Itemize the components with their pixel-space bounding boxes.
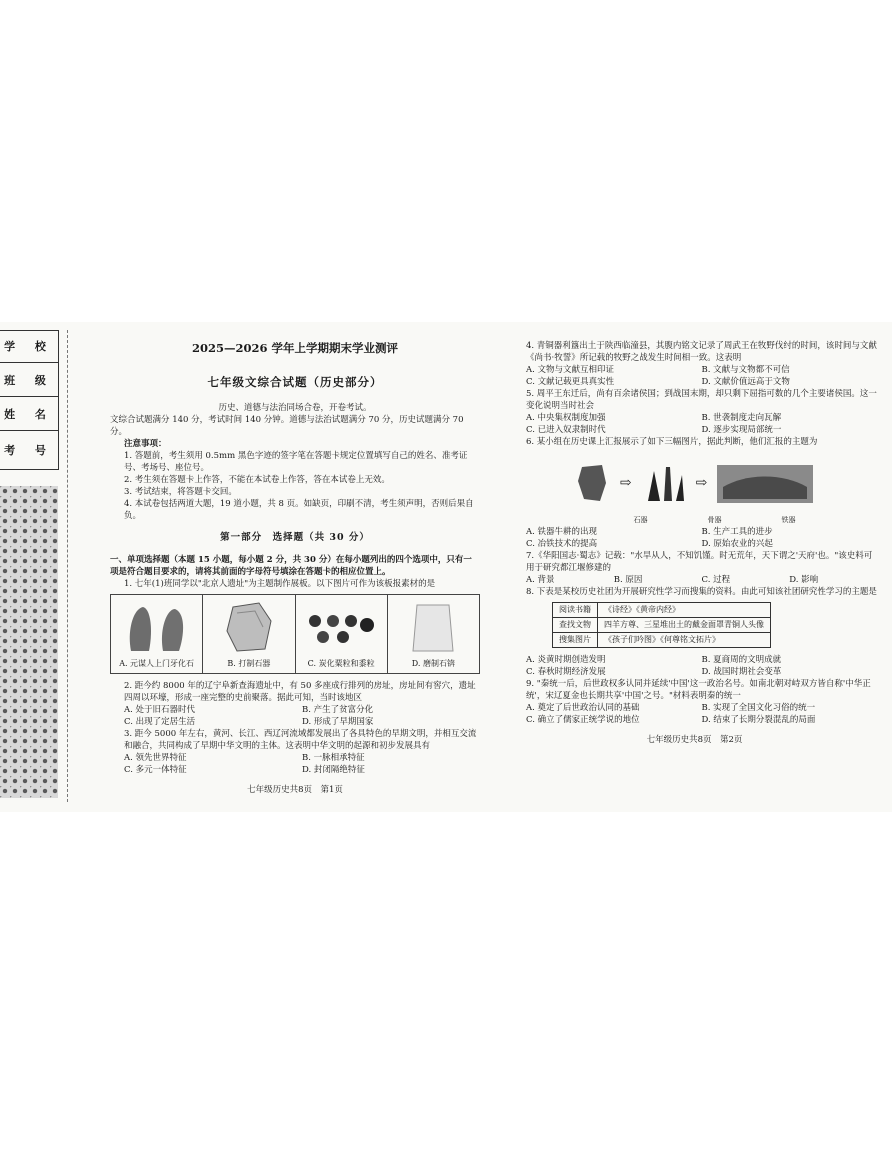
option-d-caption: D. 磨制石锛 xyxy=(411,659,455,668)
option: D. 战国时期社会变革 xyxy=(701,667,782,677)
arrow-icon: ⇨ xyxy=(695,475,708,491)
iron-tool-image xyxy=(717,461,813,505)
bone-tool-image xyxy=(642,461,686,505)
option-a-caption: A. 元谋人上门牙化石 xyxy=(119,659,195,668)
intro-score: 文综合试题满分 140 分，考试时间 140 分钟。道德与法治试题满分 70 分，历史试题满分 70 分。 xyxy=(110,415,464,437)
question-4: 4. 青铜器利簋出土于陕西临潼县，其腹内铭文记录了周武王在牧野伐纣的时间，该时间与文献《尚书·牧誓》所记载的牧野之战发生时间相一致。这表明 xyxy=(526,341,877,363)
seal-line xyxy=(67,330,68,802)
table-cell: 《诗经》《黄帝内经》 xyxy=(598,603,771,618)
right-page xyxy=(512,340,877,746)
option: C. 已进入奴隶制时代 xyxy=(526,425,606,435)
option: A. 炎黄时期创造发明 xyxy=(526,655,606,665)
arrow-icon: ⇨ xyxy=(619,475,632,491)
question-6-images xyxy=(512,452,877,514)
option: B. 夏商周的文明成就 xyxy=(701,655,782,665)
option: B. 产生了贫富分化 xyxy=(302,705,374,715)
notice-item: 2. 考生须在答题卡上作答，不能在本试卷上作答，答在本试卷上无效。 xyxy=(124,475,390,485)
table-cell: 阅读书籍 xyxy=(553,603,598,618)
option: C. 文献记载更具真实性 xyxy=(526,377,615,387)
option-c-caption: C. 炭化粟粒和黍粒 xyxy=(307,659,375,668)
option: A. 文物与文献互相印证 xyxy=(526,365,615,375)
carbonized-grain-image xyxy=(301,601,381,649)
option: A. 中央集权制度加强 xyxy=(526,413,606,423)
option: B. 实现了全国文化习俗的统一 xyxy=(701,703,816,713)
tooth-fossil-image xyxy=(117,601,197,653)
notice-heading: 注意事项： xyxy=(124,439,167,449)
option: C. 冶铁技术的提高 xyxy=(526,539,598,549)
option: A. 背景 xyxy=(526,575,555,585)
exam-subtitle: 七年级文综合试题（历史部分） xyxy=(207,375,383,389)
binding-pattern xyxy=(0,486,58,798)
table-row xyxy=(553,603,771,618)
exam-number-field: 考 号 xyxy=(4,444,54,457)
notice-item: 1. 答题前，考生须用 0.5mm 黑色字迹的签字笔在答题卡规定位置填写自己的姓名、准考证号、考场号、座位号。 xyxy=(124,451,468,473)
name-field: 姓 名 xyxy=(0,398,58,431)
image-option-a xyxy=(111,595,203,673)
option: B. 世袭制度走向瓦解 xyxy=(701,413,782,423)
option: D. 结束了长期分裂混乱的局面 xyxy=(701,715,816,725)
question-1: 1. 七年(1)班同学以"北京人遗址"为主题制作展板。以下图片可作为该板报素材的是 xyxy=(124,579,436,589)
question-3-options xyxy=(110,752,480,776)
option-b-caption: B. 打制石器 xyxy=(227,659,271,668)
question-9: 9. "秦统一后，后世政权多认同并延续'中国'这一政治名号。如南北朝对峙双方皆自称'中华正统'，宋辽夏金也长期共享'中国'之号。"材料表明秦的统一 xyxy=(526,679,871,701)
option: B. 生产工具的进步 xyxy=(701,527,773,537)
part-one-heading: 第一部分 选择题（共 30 分） xyxy=(220,532,370,543)
option: C. 春秋时期经济发展 xyxy=(526,667,606,677)
exam-title: 2025—2026 学年上学期期末学业测评 xyxy=(191,341,399,355)
question-8: 8. 下表是某校历史社团为开展研究性学习而搜集的资料。由此可知该社团研究性学习的主题是 xyxy=(526,587,877,597)
option: B. 文献与文物都不可信 xyxy=(701,365,790,375)
option: B. 一脉相承特征 xyxy=(302,753,365,763)
question-9-options xyxy=(512,702,877,726)
table-cell: 查找文物 xyxy=(553,618,598,633)
table-row xyxy=(553,633,771,648)
caption: 石器 xyxy=(633,516,648,524)
school-field: 学 校 xyxy=(0,330,58,363)
image-option-b xyxy=(203,595,295,673)
option: A. 领先世界特征 xyxy=(124,753,187,763)
question-2-options xyxy=(110,704,480,728)
option: C. 过程 xyxy=(701,575,731,585)
question-3: 3. 距今 5000 年左右，黄河、长江、西辽河流域都发展出了各具特色的早期文明，并相互交流和融合，共同构成了早期中华文明的主体。这表明中华文明的起源和初步发展具有 xyxy=(124,729,477,751)
image-option-c xyxy=(296,595,388,673)
option: D. 封闭隔绝特征 xyxy=(302,765,365,775)
question-4-options xyxy=(512,364,877,388)
page-footer-2: 七年级历史共8页 第2页 xyxy=(646,735,743,745)
question-8-options xyxy=(512,654,877,678)
question-1-images xyxy=(110,594,480,674)
question-6: 6. 某小组在历史课上汇报展示了如下三幅图片，据此判断，他们汇报的主题为 xyxy=(526,437,818,447)
caption: 铁器 xyxy=(781,516,796,524)
section-instructions: 一、单项选择题（本题 15 小题，每小题 2 分，共 30 分）在每小题列出的四个选项中，只有一项是符合题目要求的，请将其前面的字母符号填涂在答题卡的相应位置上。 xyxy=(110,555,472,577)
option: A. 处于旧石器时代 xyxy=(124,705,196,715)
question-7-options xyxy=(512,574,877,586)
question-5: 5. 周平王东迁后，尚有百余诸侯国；到战国末期，却只剩下屈指可数的几个主要诸侯国。这一变化说明当时社会 xyxy=(526,389,877,411)
option: C. 确立了儒家正统学说的地位 xyxy=(526,715,640,725)
option: D. 形成了早期国家 xyxy=(302,717,374,727)
option: C. 出现了定居生活 xyxy=(124,717,196,727)
option: D. 逐步实现局部统一 xyxy=(701,425,782,435)
question-6-captions xyxy=(552,514,877,526)
question-2: 2. 距今约 8000 年的辽宁阜新查海遗址中，有 50 多座成行排列的房址，房址间有窖穴，遗址四周以环壕，形成一座完整的史前聚落。据此可知，当时该地区 xyxy=(124,681,476,703)
question-5-options xyxy=(512,412,877,436)
table-cell: 搜集图片 xyxy=(553,633,598,648)
notice-item: 3. 考试结束，将答题卡交回。 xyxy=(124,487,237,497)
image-option-d xyxy=(388,595,479,673)
option: D. 文献价值远高于文物 xyxy=(701,377,790,387)
option: A. 铁器牛耕的出现 xyxy=(526,527,598,537)
polished-stone-image xyxy=(403,601,463,657)
option: B. 原因 xyxy=(613,575,643,585)
page-footer-1: 七年级历史共8页 第1页 xyxy=(247,785,343,795)
question-8-table xyxy=(552,602,771,648)
stone-tool-image xyxy=(576,463,610,503)
left-page xyxy=(110,340,480,796)
table-row xyxy=(553,618,771,633)
intro-line: 历史、道德与法治同场合卷，开卷考试。 xyxy=(218,403,372,413)
option: D. 原始农业的兴起 xyxy=(701,539,773,549)
notice-item: 4. 本试卷包括两道大题，19 道小题，共 8 页。如缺页，印刷不清，考生须声明，否则后果自负。 xyxy=(124,499,474,521)
class-field: 班 级 xyxy=(0,364,58,397)
table-cell: 四羊方尊、三星堆出土的戴金面罩青铜人头像 xyxy=(598,618,771,633)
question-7: 7.《华阳国志·蜀志》记载："水旱从人，不知饥馑。时无荒年，天下谓之'天府'也。"该史料可用于研究都江堰修建的 xyxy=(526,551,873,573)
option: A. 奠定了后世政治认同的基础 xyxy=(526,703,640,713)
option: C. 多元一体特征 xyxy=(124,765,187,775)
option: D. 影响 xyxy=(789,575,819,585)
caption: 骨器 xyxy=(707,516,722,524)
question-6-options xyxy=(512,526,877,550)
table-cell: 《孩子们吟图》《何尊铭文拓片》 xyxy=(598,633,771,648)
chipped-stone-image xyxy=(219,601,279,653)
